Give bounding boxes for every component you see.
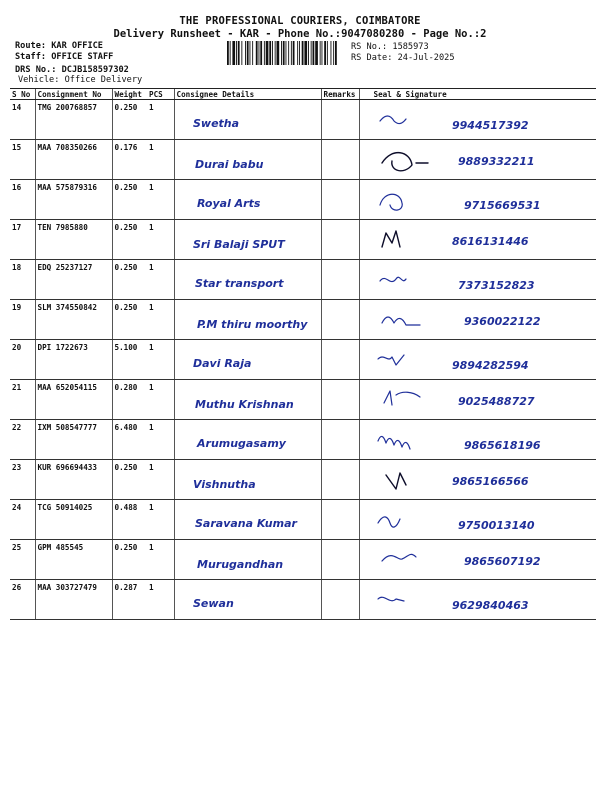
phone-handwriting: 9865618196 (463, 439, 541, 452)
row-sno: 16 (10, 180, 35, 220)
row-weight: 5.100 (112, 340, 147, 380)
barcode-bar (313, 41, 315, 65)
row-remarks (321, 420, 359, 460)
signature-scribble (382, 554, 416, 561)
consignee-handwriting: P.M thiru moorthy (196, 318, 307, 331)
row-sno: 25 (10, 540, 35, 580)
consignee-handwriting: Muthu Krishnan (194, 398, 294, 411)
rs-date-line (351, 53, 455, 64)
phone-handwriting: 8616131446 (451, 235, 529, 248)
rs-date-label: RS Date: (351, 53, 393, 63)
consignee-handwriting: Sewan (192, 597, 234, 610)
row-consignee-details (174, 100, 321, 140)
row-weight: 0.250 (112, 220, 147, 260)
rs-no-label: RS No.: (351, 42, 388, 52)
route-value: KAR OFFICE (51, 41, 103, 51)
runsheet-table (10, 88, 596, 620)
row-pcs: 1 (147, 180, 174, 220)
row-pcs: 1 (147, 460, 174, 500)
row-seal-signature (359, 580, 596, 620)
barcode-bar (266, 41, 269, 65)
phone-handwriting: 9894282594 (451, 359, 529, 372)
barcode-bar (275, 41, 276, 65)
rs-no-line (351, 42, 429, 53)
staff-value: OFFICE STAFF (51, 52, 114, 62)
barcode-bar (288, 41, 289, 65)
row-remarks (321, 340, 359, 380)
row-sno: 23 (10, 460, 35, 500)
row-consignee-details (174, 300, 321, 340)
barcode-bar (256, 41, 258, 65)
row-remarks (321, 260, 359, 300)
phone-handwriting: 9944517392 (451, 119, 529, 132)
col-pcs: PCS (147, 89, 174, 100)
row-remarks (321, 220, 359, 260)
barcode-bar (333, 41, 334, 65)
row-weight: 0.488 (112, 500, 147, 540)
barcode-bar (245, 41, 246, 65)
barcode-bar (304, 41, 307, 65)
phone-handwriting: 9715669531 (463, 199, 541, 212)
row-consignee-details (174, 580, 321, 620)
signature-scribble (378, 517, 400, 527)
barcode-bar (311, 41, 312, 65)
row-pcs: 1 (147, 340, 174, 380)
route-line (15, 41, 103, 51)
row-consignment-no: KUR 696694433 (35, 460, 112, 500)
consignee-handwriting: Davi Raja (192, 357, 251, 370)
barcode-bar (230, 41, 231, 65)
row-pcs: 1 (147, 380, 174, 420)
row-consignment-no: SLM 374550842 (35, 300, 112, 340)
row-seal-signature (359, 460, 596, 500)
drs-line (15, 65, 129, 75)
phone-handwriting: 9750013140 (457, 519, 535, 532)
row-seal-signature (359, 540, 596, 580)
row-sno: 20 (10, 340, 35, 380)
barcode-bar (232, 41, 235, 65)
barcode-bar (272, 41, 273, 65)
barcode-bar (252, 41, 253, 65)
barcode-bar (236, 41, 237, 65)
consignee-handwriting: Durai babu (194, 158, 263, 171)
consignee-handwriting: Star transport (194, 277, 283, 290)
col-sno: S No (10, 89, 35, 100)
staff-line (15, 52, 113, 62)
row-pcs: 1 (147, 140, 174, 180)
barcode-bar (281, 41, 282, 65)
row-pcs: 1 (147, 580, 174, 620)
consignee-handwriting: Swetha (192, 117, 239, 130)
row-weight: 0.250 (112, 540, 147, 580)
phone-handwriting: 9865607192 (463, 555, 541, 568)
barcode (227, 41, 344, 65)
col-weight: Weight (112, 89, 147, 100)
phone-handwriting: 9865166566 (451, 475, 529, 488)
barcode-bar (327, 41, 328, 65)
row-remarks (321, 580, 359, 620)
row-consignment-no: TCG 50914025 (35, 500, 112, 540)
row-remarks (321, 460, 359, 500)
row-remarks (321, 380, 359, 420)
row-pcs: 1 (147, 300, 174, 340)
route-label: Route: (15, 41, 47, 51)
row-consignment-no: TEN 7985880 (35, 220, 112, 260)
row-pcs: 1 (147, 100, 174, 140)
row-weight: 0.250 (112, 460, 147, 500)
phone-handwriting: 9360022122 (463, 315, 541, 328)
row-remarks (321, 100, 359, 140)
barcode-bar (238, 41, 240, 65)
barcode-bar (293, 41, 295, 65)
barcode-bar (264, 41, 265, 65)
row-sno: 17 (10, 220, 35, 260)
table-row (10, 220, 596, 260)
row-weight: 0.287 (112, 580, 147, 620)
row-remarks (321, 140, 359, 180)
phone-handwriting: 7373152823 (457, 279, 535, 292)
drs-value: DCJB158597302 (61, 65, 129, 75)
rs-date-value: 24-Jul-2025 (397, 53, 455, 63)
rs-no-value: 1585973 (392, 42, 429, 52)
row-weight: 0.250 (112, 180, 147, 220)
signature-scribble (378, 597, 404, 601)
barcode-bar (297, 41, 298, 65)
barcode-bar (250, 41, 251, 65)
barcode-bar (283, 41, 285, 65)
row-consignee-details (174, 260, 321, 300)
row-remarks (321, 500, 359, 540)
row-sno: 26 (10, 580, 35, 620)
consignee-handwriting: Sri Balaji SPUT (192, 238, 285, 251)
row-pcs: 1 (147, 260, 174, 300)
table-header-row (10, 89, 596, 100)
row-weight: 0.250 (112, 100, 147, 140)
staff-label: Staff: (15, 52, 47, 62)
row-seal-signature (359, 500, 596, 540)
row-seal-signature (359, 340, 596, 380)
signature-scribble (380, 194, 402, 210)
row-seal-signature (359, 300, 596, 340)
table-row (10, 180, 596, 220)
row-consignee-details (174, 380, 321, 420)
table-row (10, 260, 596, 300)
barcode-bar (320, 41, 321, 65)
row-pcs: 1 (147, 420, 174, 460)
row-consignee-details (174, 220, 321, 260)
table-row (10, 140, 596, 180)
row-remarks (321, 540, 359, 580)
table-row (10, 300, 596, 340)
signature-scribble (382, 231, 400, 247)
barcode-bar (335, 41, 337, 65)
signature-scribble (378, 355, 404, 365)
barcode-bar (241, 41, 242, 65)
row-sno: 19 (10, 300, 35, 340)
table-row (10, 580, 596, 620)
signature-scribble (386, 473, 406, 489)
consignee-handwriting: Vishnutha (192, 478, 256, 491)
col-consignee: Consignee Details (174, 89, 321, 100)
row-remarks (321, 180, 359, 220)
barcode-bar (259, 41, 260, 65)
row-consignee-details (174, 500, 321, 540)
row-consignee-details (174, 140, 321, 180)
barcode-bar (331, 41, 332, 65)
vehicle-line (18, 75, 142, 85)
row-weight: 0.250 (112, 300, 147, 340)
row-seal-signature (359, 140, 596, 180)
consignee-handwriting: Royal Arts (196, 197, 260, 210)
barcode-bar (227, 41, 229, 65)
row-consignment-no: MAA 575879316 (35, 180, 112, 220)
drs-label: DRS No.: (15, 65, 57, 75)
table-row (10, 340, 596, 380)
barcode-bar (299, 41, 300, 65)
barcode-bar (315, 41, 318, 65)
barcode-bar (308, 41, 309, 65)
barcode-bar (324, 41, 326, 65)
signature-scribble (378, 436, 410, 449)
phone-handwriting: 9629840463 (451, 599, 529, 612)
row-consignee-details (174, 340, 321, 380)
row-weight: 0.176 (112, 140, 147, 180)
runsheet-title: Delivery Runsheet - KAR - Phone No.:9047080280 - Page No.:2 (113, 28, 487, 40)
row-seal-signature (359, 260, 596, 300)
barcode-bar (286, 41, 287, 65)
barcode-bar (302, 41, 304, 65)
phone-handwriting: 9025488727 (457, 395, 535, 408)
barcode-bar (260, 41, 262, 65)
signature-scribble (384, 391, 420, 405)
row-consignee-details (174, 180, 321, 220)
row-consignment-no: MAA 708350266 (35, 140, 112, 180)
table-row (10, 380, 596, 420)
barcode-bar (247, 41, 249, 65)
row-consignee-details (174, 420, 321, 460)
row-consignment-no: MAA 652054115 (35, 380, 112, 420)
row-sno: 21 (10, 380, 35, 420)
vehicle-value: Office Delivery (64, 75, 143, 85)
table-row (10, 540, 596, 580)
table-row (10, 420, 596, 460)
barcode-bar (277, 41, 280, 65)
signature-scribble (382, 317, 420, 325)
row-weight: 6.480 (112, 420, 147, 460)
row-weight: 0.250 (112, 260, 147, 300)
row-consignee-details (174, 460, 321, 500)
table-row (10, 500, 596, 540)
signature-scribble (382, 153, 428, 171)
row-weight: 0.280 (112, 380, 147, 420)
barcode-bar (269, 41, 271, 65)
row-sno: 14 (10, 100, 35, 140)
row-consignment-no: IXM 508547777 (35, 420, 112, 460)
row-consignment-no: MAA 303727479 (35, 580, 112, 620)
row-sno: 24 (10, 500, 35, 540)
col-seal-signature: Seal & Signature (359, 89, 596, 100)
row-consignment-no: TMG 200768857 (35, 100, 112, 140)
row-pcs: 1 (147, 540, 174, 580)
signature-scribble (380, 277, 406, 281)
row-sno: 22 (10, 420, 35, 460)
barcode-bar (291, 41, 292, 65)
row-consignment-no: EDQ 25237127 (35, 260, 112, 300)
row-consignment-no: GPM 485545 (35, 540, 112, 580)
row-pcs: 1 (147, 500, 174, 540)
row-consignment-no: DPI 1722673 (35, 340, 112, 380)
table-row (10, 100, 596, 140)
row-seal-signature (359, 220, 596, 260)
signature-scribble (380, 116, 406, 124)
row-sno: 18 (10, 260, 35, 300)
col-consignment: Consignment No (35, 89, 112, 100)
barcode-bar (322, 41, 323, 65)
row-consignee-details (174, 540, 321, 580)
phone-handwriting: 9889332211 (457, 155, 535, 168)
row-seal-signature (359, 420, 596, 460)
row-seal-signature (359, 380, 596, 420)
col-remarks: Remarks (321, 89, 359, 100)
row-seal-signature (359, 180, 596, 220)
row-pcs: 1 (147, 220, 174, 260)
table-row (10, 460, 596, 500)
consignee-handwriting: Arumugasamy (196, 437, 286, 450)
row-remarks (321, 300, 359, 340)
vehicle-label: Vehicle: (18, 75, 60, 85)
consignee-handwriting: Saravana Kumar (194, 517, 297, 530)
row-sno: 15 (10, 140, 35, 180)
row-seal-signature (359, 100, 596, 140)
consignee-handwriting: Murugandhan (196, 558, 283, 571)
company-name: THE PROFESSIONAL COURIERS, COIMBATORE (179, 15, 421, 27)
